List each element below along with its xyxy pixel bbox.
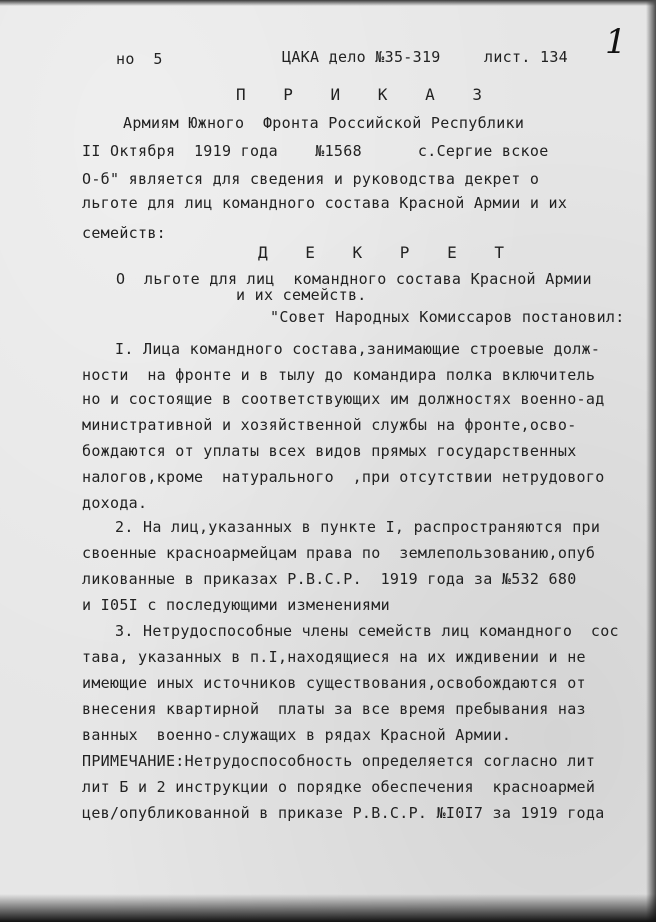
intro-line-1: О-б" является для сведения и руководства декрет о xyxy=(82,170,540,188)
intro-line-3: семейств: xyxy=(82,224,166,242)
order-subtitle: Армиям Южного Фронта Российской Республики xyxy=(123,114,525,132)
paragraph-line: дохода. xyxy=(82,494,148,512)
scan-edge-top xyxy=(0,0,656,6)
handwritten-page-number: 1 xyxy=(605,22,627,62)
decree-subject-1: О льготе для лиц командного состава Красной Армии xyxy=(116,270,592,288)
sheet-number: лист. 134 xyxy=(484,48,568,66)
order-title: П Р И К А З xyxy=(236,85,496,104)
decree-title: Д Е К Р Е Т xyxy=(258,243,518,262)
paragraph-line: 3. Нетрудоспособные члены семейств лиц командного сос xyxy=(115,622,619,640)
paragraph-line: налогов,кроме натурального ,при отсутствии нетрудового xyxy=(82,468,605,486)
paragraph-line: I. Лица командного состава,занимающие строевые долж- xyxy=(115,340,601,358)
paragraph-line: министративной и хозяйственной службы на фронте,осво- xyxy=(82,416,577,434)
scan-edge-right xyxy=(646,0,656,922)
note-line: ПРИМЕЧАНИЕ:Нетрудоспособность определяется согласно лит xyxy=(82,752,596,770)
paragraph-line: 2. На лиц,указанных в пункте I, распространяются при xyxy=(115,518,601,536)
paragraph-line: своенные красноармейцам права по землепользованию,опуб xyxy=(82,544,596,562)
order-date-line: II Октября 1919 года №1568 с.Сергие вское xyxy=(82,142,549,160)
archive-reference: ЦАКА дело №35-319 xyxy=(282,48,441,66)
note-line: цев/опубликованной в приказе Р.В.С.Р. №I0I7 за 1919 года xyxy=(82,804,605,822)
paragraph-line: но и состоящие в соответствующих им должностях военно-ад xyxy=(82,390,605,408)
decree-subject-2: и их семейств. xyxy=(236,286,367,304)
intro-line-2: льготе для лиц командного состава Красной Армии и их xyxy=(82,194,568,212)
council-resolution: "Совет Народных Комиссаров постановил: xyxy=(270,308,625,326)
scan-edge-bottom xyxy=(0,894,656,922)
note-line: лит Б и 2 инструкции о порядке обеспечения красноармей xyxy=(82,778,596,796)
paragraph-line: ности на фронте и в тылу до командира полка включитель xyxy=(82,366,596,384)
paragraph-line: ликованные в приказах Р.В.С.Р. 1919 года за №532 680 xyxy=(82,570,577,588)
paragraph-line: и I05I с последующими изменениями xyxy=(82,596,390,614)
paragraph-line: бождаются от уплаты всех видов прямых государственных xyxy=(82,442,577,460)
document-number: но 5 xyxy=(116,50,163,68)
paragraph-line: ванных военно-служащих в рядах Красной Армии. xyxy=(82,726,512,744)
paragraph-line: внесения квартирной платы за все время пребывания наз xyxy=(82,700,586,718)
paragraph-line: тава, указанных в п.I,находящиеся на их иждивении и не xyxy=(82,648,586,666)
paragraph-line: имеющие иных источников существования,освобождаются от xyxy=(82,674,586,692)
